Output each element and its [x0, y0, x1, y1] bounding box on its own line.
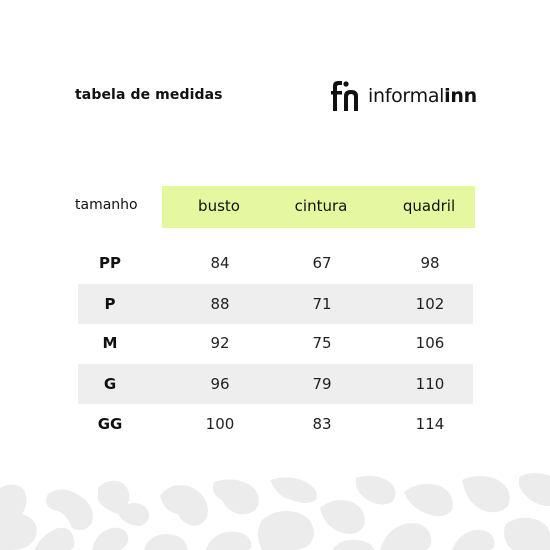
size-label: PP	[99, 254, 121, 272]
quadril-value: 98	[420, 254, 440, 272]
size-column-header: tamanho	[75, 197, 138, 213]
column-header-busto: busto	[198, 197, 240, 215]
cintura-value: 71	[312, 295, 332, 313]
busto-value: 88	[210, 295, 230, 313]
size-label: G	[103, 375, 117, 393]
informalinn-logo-icon	[331, 80, 361, 112]
table-row	[78, 364, 473, 404]
cintura-value: 75	[312, 334, 332, 352]
column-header-quadril: quadril	[402, 197, 456, 215]
brand-logo	[331, 80, 477, 112]
quadril-value: 114	[415, 415, 445, 433]
quadril-value: 110	[415, 375, 445, 393]
cintura-value: 79	[312, 375, 332, 393]
column-header-cintura: cintura	[294, 197, 348, 215]
busto-value: 92	[210, 334, 230, 352]
cintura-value: 67	[312, 254, 332, 272]
size-label: GG	[97, 415, 123, 433]
brand-name-prefix: informal	[368, 85, 445, 107]
size-label: P	[104, 295, 116, 313]
brand-name-suffix: inn	[444, 85, 477, 107]
busto-value: 96	[210, 375, 230, 393]
size-label: M	[102, 334, 118, 352]
table-row	[78, 404, 473, 444]
table-row	[78, 284, 473, 324]
page-title: tabela de medidas	[75, 87, 223, 103]
quadril-value: 102	[415, 295, 445, 313]
brand-name	[368, 85, 477, 107]
table-row	[78, 323, 473, 363]
busto-value: 100	[205, 415, 235, 433]
organic-shapes-decoration	[0, 470, 550, 550]
busto-value: 84	[210, 254, 230, 272]
cintura-value: 83	[312, 415, 332, 433]
quadril-value: 106	[415, 334, 445, 352]
table-row	[78, 243, 473, 283]
